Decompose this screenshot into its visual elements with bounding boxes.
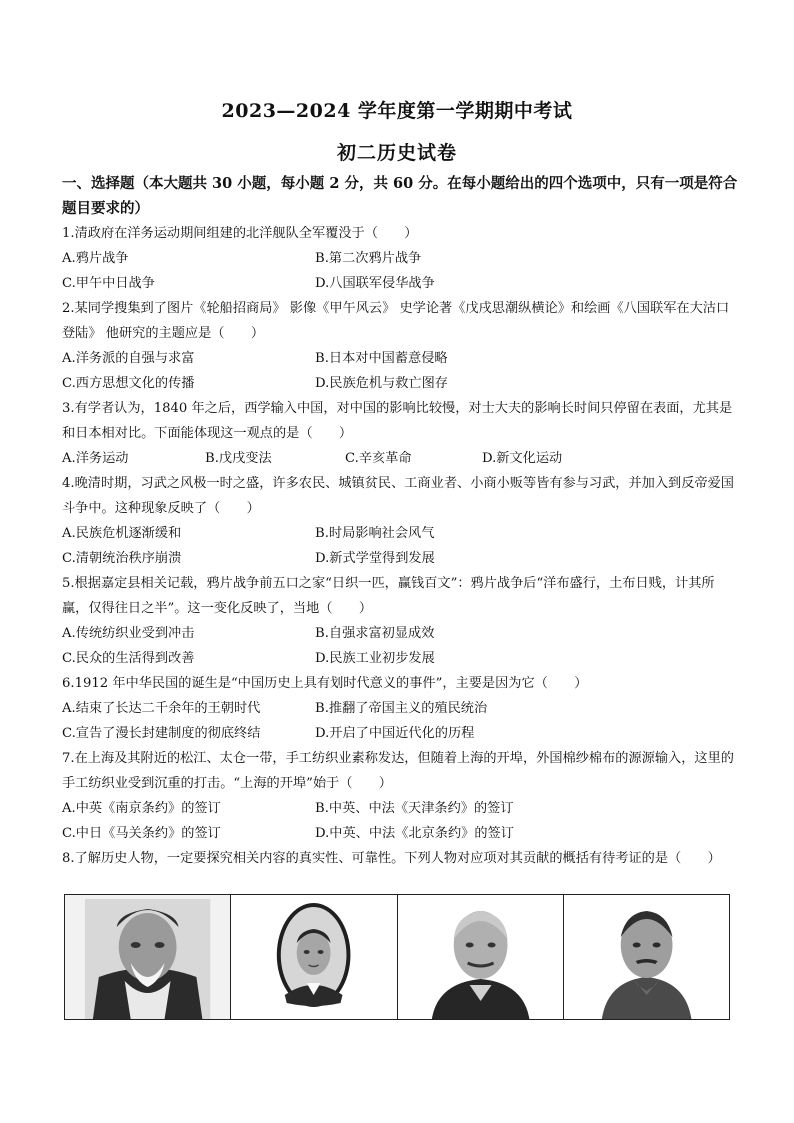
question-5-option-c: C.民众的生活得到改善 bbox=[62, 651, 195, 666]
question-2-options-row-2 bbox=[62, 371, 738, 396]
question-5-option-b: B.自强求富初显成效 bbox=[315, 626, 435, 641]
question-2-option-d: D.民族危机与救亡图存 bbox=[315, 376, 448, 391]
question-3-option-d: D.新文化运动 bbox=[482, 451, 563, 466]
question-4-options-row-1 bbox=[62, 521, 738, 546]
question-1-option-b: B.第二次鸦片战争 bbox=[315, 251, 422, 266]
question-5-option-a: A.传统纺织业受到冲击 bbox=[62, 626, 195, 641]
question-3-option-b: B.戊戌变法 bbox=[205, 451, 272, 466]
question-5-options-row-2 bbox=[62, 646, 738, 671]
question-7-option-a: A.中英《南京条约》的签订 bbox=[62, 801, 221, 816]
question-6-option-c: C.宣告了漫长封建制度的彻底终结 bbox=[62, 726, 261, 741]
question-1-stem: 1.清政府在洋务运动期间组建的北洋舰队全军覆没于（ ） bbox=[62, 226, 418, 241]
question-list bbox=[62, 221, 738, 871]
question-1-option-d: D.八国联军侵华战争 bbox=[315, 276, 435, 291]
question-1-options-row-2 bbox=[62, 271, 738, 296]
question-1-option-a: A.鸦片战争 bbox=[62, 251, 129, 266]
question-6-stem: 6.1912 年中华民国的诞生是“中国历史上具有划时代意义的事件”，主要是因为它（ ） bbox=[62, 676, 588, 691]
portrait-elder-official-image bbox=[65, 895, 230, 1019]
question-4-stem: 4.晚清时期，习武之风极一时之盛，许多农民、城镇贫民、工商业者、小商小贩等皆有参与习武，并加入到反帝爱国斗争中。这种现象反映了（ ） bbox=[62, 476, 734, 516]
question-7-option-c: C.中日《马关条约》的签订 bbox=[62, 826, 221, 841]
question-7-option-d: D.中英、中法《北京条约》的签订 bbox=[315, 826, 514, 841]
exam-title: 2023—2024 学年度第一学期期中考试 bbox=[221, 100, 573, 122]
portrait-cell-4 bbox=[564, 895, 729, 1019]
question-2-option-a: A.洋务派的自强与求富 bbox=[62, 351, 195, 366]
question-5-options-row-1 bbox=[62, 621, 738, 646]
question-3-option-a: A.洋务运动 bbox=[62, 451, 129, 466]
question-6-options-row-2 bbox=[62, 721, 738, 746]
question-8-stem: 8.了解历史人物，一定要探究相关内容的真实性、可靠性。下列人物对应项对其贡献的概括有待考证的是（ ） bbox=[62, 851, 721, 866]
question-4-option-a: A.民族危机逐渐缓和 bbox=[62, 526, 182, 541]
question-1-options-row-1 bbox=[62, 246, 738, 271]
question-1-option-c: C.甲午中日战争 bbox=[62, 276, 155, 291]
portrait-bald-man-image bbox=[398, 895, 563, 1019]
portrait-cell-3 bbox=[398, 895, 564, 1019]
question-5-option-d: D.民族工业初步发展 bbox=[315, 651, 435, 666]
question-2-option-c: C.西方思想文化的传播 bbox=[62, 376, 195, 391]
question-7-options-row-2 bbox=[62, 821, 738, 846]
portrait-table bbox=[64, 894, 730, 1020]
portrait-cell-2 bbox=[231, 895, 397, 1019]
portrait-young-man-oval-image bbox=[231, 895, 396, 1019]
portrait-cell-1 bbox=[65, 895, 231, 1019]
question-5-stem: 5.根据嘉定县相关记载，鸦片战争前五口之家“日织一匹，赢钱百文”：鸦片战争后“洋布盛行，土布日贱，计其所赢，仅得往日之半”。这一变化反映了，当地（ ） bbox=[62, 576, 715, 616]
question-2-stem: 2.某同学搜集到了图片《轮船招商局》 影像《甲午风云》 史学论著《戊戌思潮纵横论》和绘画《八国联军在大沽口登陆》 他研究的主题应是（ ） bbox=[62, 301, 730, 341]
question-4-option-c: C.清朝统治秩序崩溃 bbox=[62, 551, 182, 566]
question-7-option-b: B.中英、中法《天津条约》的签订 bbox=[315, 801, 514, 816]
question-2-options-row-1 bbox=[62, 346, 738, 371]
question-7-options-row-1 bbox=[62, 796, 738, 821]
question-6-options-row-1 bbox=[62, 696, 738, 721]
question-4-option-d: D.新式学堂得到发展 bbox=[315, 551, 435, 566]
exam-subtitle: 初二历史试卷 bbox=[336, 142, 457, 164]
question-6-option-b: B.推翻了帝国主义的殖民统治 bbox=[315, 701, 488, 716]
question-3-option-c: C.辛亥革命 bbox=[345, 451, 412, 466]
question-7-stem: 7.在上海及其附近的松江、太仓一带，手工纺织业素称发达，但随着上海的开埠，外国棉纱棉布的源源输入，这里的手工纺织业受到沉重的打击。“上海的开埠”始于（ ） bbox=[62, 751, 734, 791]
portrait-man-tunic-suit-image bbox=[564, 895, 729, 1019]
question-4-option-b: B.时局影响社会风气 bbox=[315, 526, 435, 541]
question-3-stem: 3.有学者认为，1840 年之后，西学输入中国，对中国的影响比较慢，对士大夫的影响长时间只停留在表面，尤其是和日本相对比。下面能体现这一观点的是（ ） bbox=[62, 401, 733, 441]
question-2-option-b: B.日本对中国蓄意侵略 bbox=[315, 351, 448, 366]
question-6-option-a: A.结束了长达二千余年的王朝时代 bbox=[62, 701, 261, 716]
question-4-options-row-2 bbox=[62, 546, 738, 571]
section-heading: 一、选择题（本大题共 30 小题，每小题 2 分，共 60 分。在每小题给出的四个选项中，只有一项是符合题目要求的） bbox=[62, 175, 738, 217]
question-6-option-d: D.开启了中国近代化的历程 bbox=[315, 726, 475, 741]
question-3-options-row bbox=[62, 446, 738, 471]
